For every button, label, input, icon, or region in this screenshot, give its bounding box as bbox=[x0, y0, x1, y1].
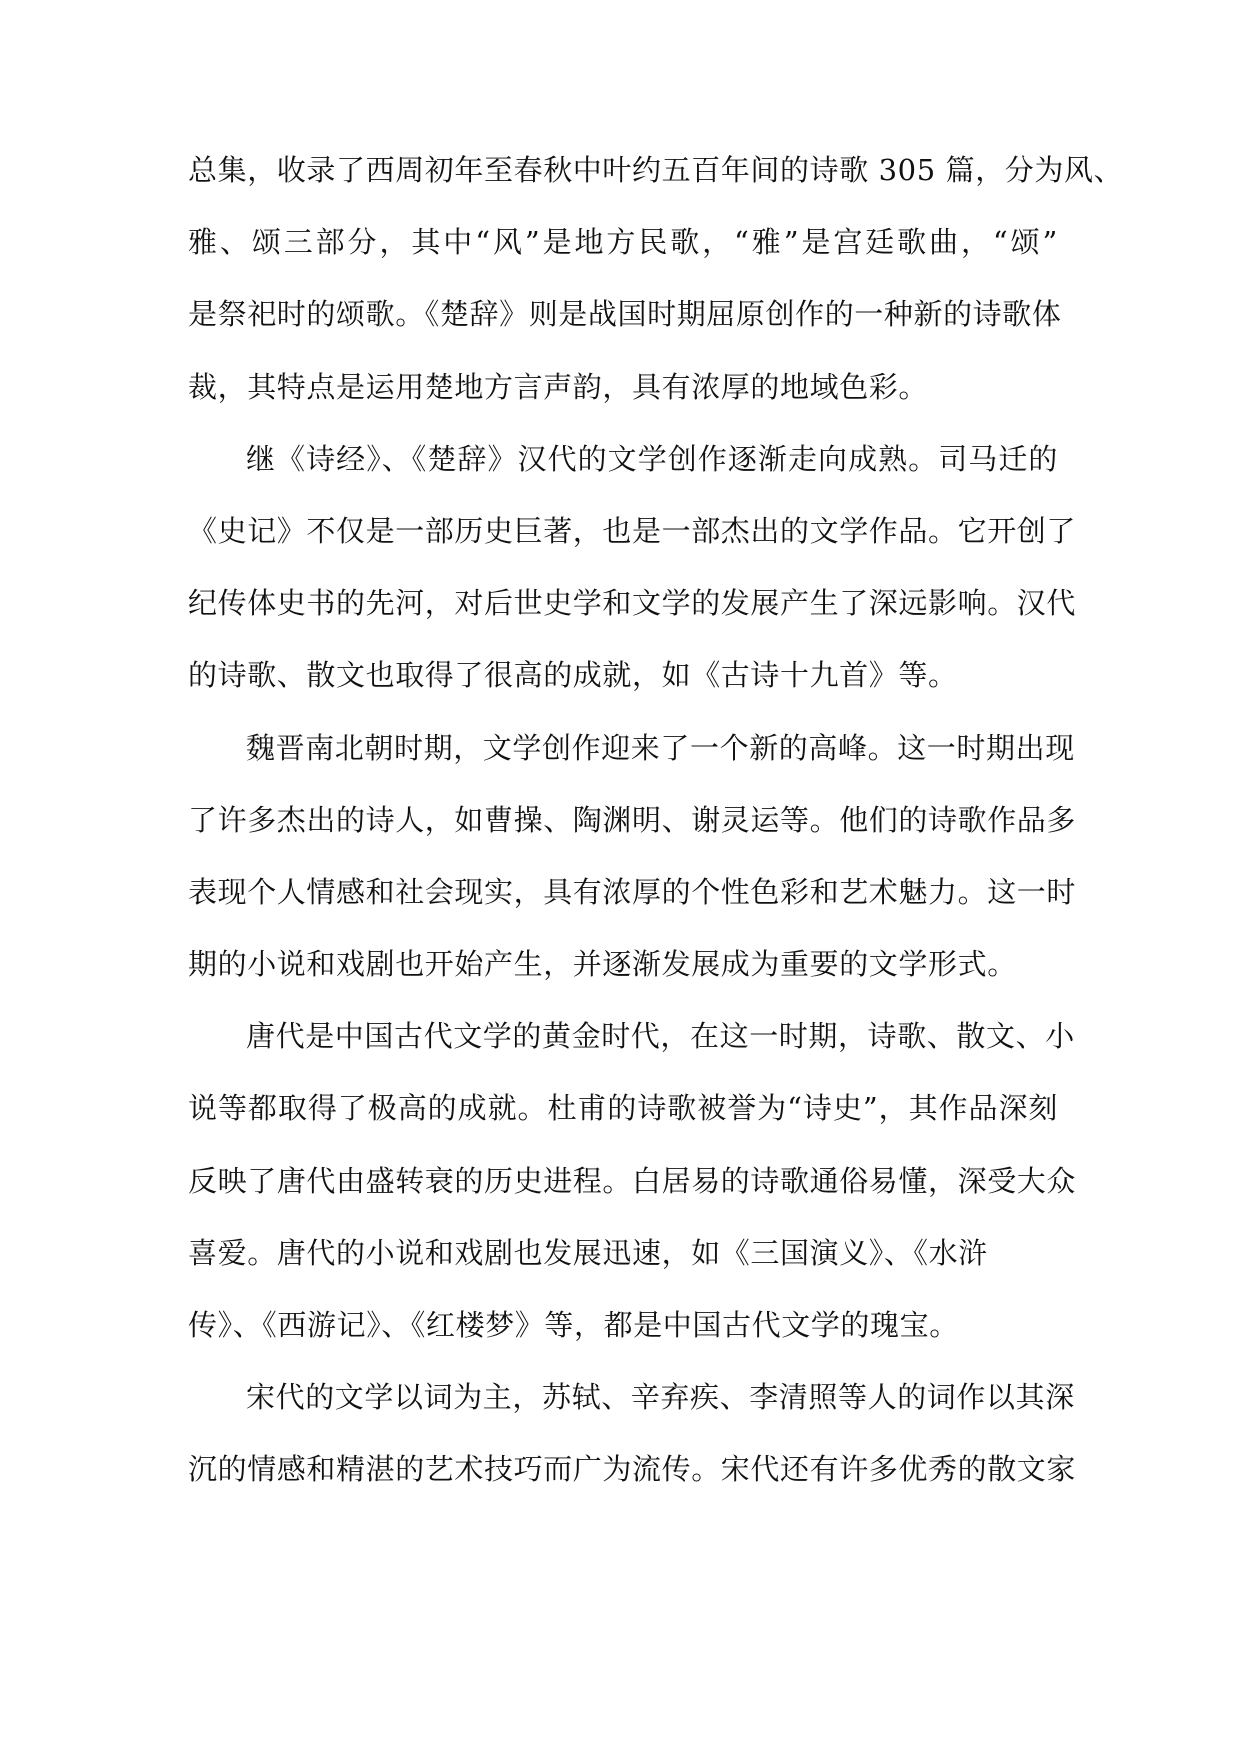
text-line: 表现个人情感和社会现实，具有浓厚的个性色彩和艺术魅力。这一时 bbox=[188, 874, 1077, 909]
text-line: 喜爱。唐代的小说和戏剧也发展迅速，如《三国演义》、《水浒 bbox=[188, 1235, 988, 1270]
body-text bbox=[188, 134, 1124, 1506]
text-line: 说等都取得了极高的成就。杜甫的诗歌被誉为“诗史”，其作品深刻 bbox=[188, 1091, 1058, 1126]
paragraph-first-line: 宋代的文学以词为主，苏轼、辛弃疾、李清照等人的词作以其深 bbox=[246, 1380, 1075, 1415]
text-line: 《史记》不仅是一部历史巨著，也是一部杰出的文学作品。它开创了 bbox=[188, 513, 1077, 548]
text-line: 期的小说和戏剧也开始产生，并逐渐发展成为重要的文学形式。 bbox=[188, 947, 1017, 982]
paragraph-first-line: 唐代是中国古代文学的黄金时代，在这一时期，诗歌、散文、小 bbox=[246, 1019, 1075, 1054]
text-line: 总集，收录了西周初年至春秋中叶约五百年间的诗歌 305 篇，分为风、 bbox=[188, 153, 1124, 187]
text-line: 的诗歌、散文也取得了很高的成就，如《古诗十九首》等。 bbox=[188, 658, 958, 693]
text-line: 是祭祀时的颂歌。《楚辞》则是战国时期屈原创作的一种新的诗歌体 bbox=[188, 297, 1062, 332]
text-line: 裁，其特点是运用楚地方言声韵，具有浓厚的地域色彩。 bbox=[188, 369, 929, 404]
text-line: 纪传体史书的先河，对后世史学和文学的发展产生了深远影响。汉代 bbox=[188, 586, 1077, 621]
paragraph-first-line: 继《诗经》、《楚辞》汉代的文学创作逐渐走向成熟。司马迁的 bbox=[246, 441, 1058, 476]
text-line: 传》、《西游记》、《红楼梦》等，都是中国古代文学的瑰宝。 bbox=[188, 1308, 959, 1342]
text-line: 沉的情感和精湛的艺术技巧而广为流传。宋代还有许多优秀的散文家 bbox=[188, 1452, 1077, 1487]
text-line: 反映了唐代由盛转衰的历史进程。白居易的诗歌通俗易懂，深受大众 bbox=[188, 1163, 1077, 1198]
paragraph-first-line: 魏晋南北朝时期，文学创作迎来了一个新的高峰。这一时期出现 bbox=[246, 730, 1075, 765]
text-line: 雅、颂三部分，其中“风”是地方民歌，“雅”是宫廷歌曲，“颂” bbox=[188, 225, 1058, 260]
text-line: 了许多杰出的诗人，如曹操、陶渊明、谢灵运等。他们的诗歌作品多 bbox=[188, 802, 1077, 837]
